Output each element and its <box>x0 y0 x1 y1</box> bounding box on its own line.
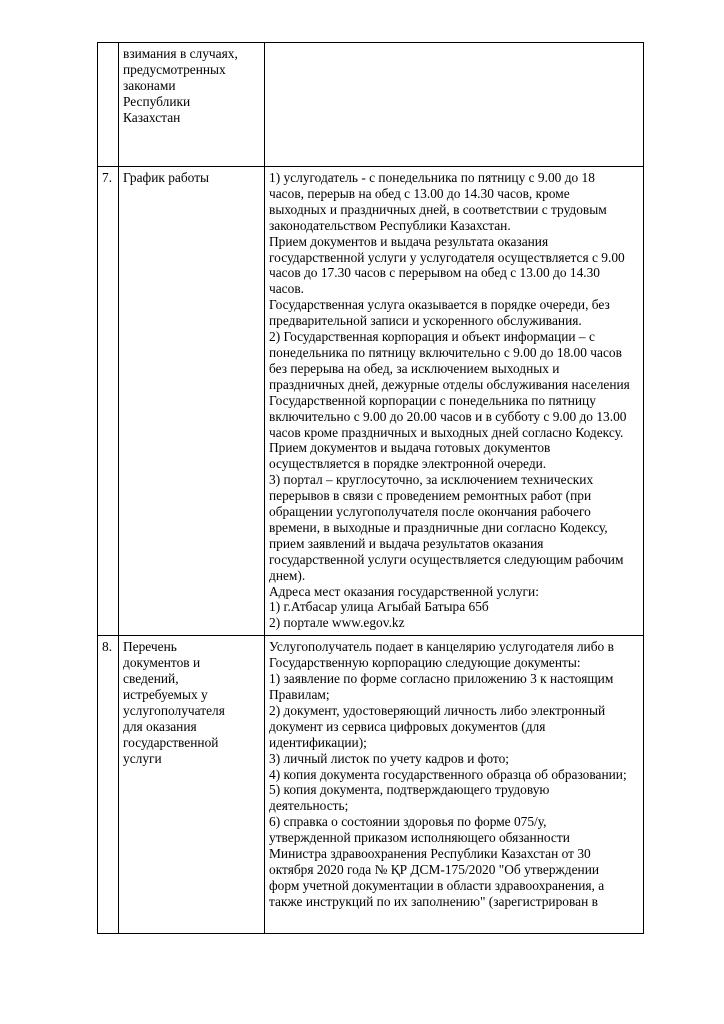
row-number <box>98 43 119 167</box>
row-description <box>265 43 644 167</box>
row-title: График работы <box>119 167 265 636</box>
table-row-documents-list <box>98 636 644 934</box>
table-row-continuation <box>98 43 644 167</box>
row-title: Перечень документов и сведений, истребуемых у услугополучателя для оказания государственной услуги <box>119 636 265 934</box>
row-description: Услугополучатель подает в канцелярию услугодателя либо в Государственную корпорацию следующие документы: 1) заявление по форме согласно приложению 3 к настоящим Правилам; 2) документ, удостоверяющий личность либо электронный документ из сервиса цифровых документов (для идентификации); 3) личный листок по учету кадров и фото; 4) копия документа государственного образца об образовании; 5) копия документа, подтверждающего трудовую деятельность; 6) справка о состоянии здоровья по форме 075/у, утвержденной приказом исполняющего обязанности Министра здравоохранения Республики Казахстан от 30 октября 2020 года № ҚР ДСМ-175/2020 "Об утверждении форм учетной документации в области здравоохранения, а также инструкций по их заполнению" (зарегистрирован в <box>265 636 644 934</box>
row-number: 8. <box>98 636 119 934</box>
table-row-work-schedule <box>98 167 644 636</box>
services-table <box>97 42 644 934</box>
row-number: 7. <box>98 167 119 636</box>
row-title: взимания в случаях, предусмотренных законами Республики Казахстан <box>119 43 265 167</box>
row-description: 1) услугодатель - с понедельника по пятницу с 9.00 до 18 часов, перерыв на обед с 13.00 до 14.30 часов, кроме выходных и праздничных дней, в соответствии с трудовым законодательством Республики Казахстан. Прием документов и выдача результата оказания государственной услуги у услугодателя осуществляется с 9.00 часов до 17.30 часов с перерывом на обед с 13.00 до 14.30 часов. Государственная услуга оказывается в порядке очереди, без предварительной записи и ускоренного обслуживания. 2) Государственная корпорация и объект информации – с понедельника по пятницу включительно с 9.00 до 18.00 часов без перерыва на обед, за исключением выходных и праздничных дней, дежурные отделы обслуживания населения Государственной корпорации с понедельника по пятницу включительно с 9.00 до 20.00 часов и в субботу с 9.00 до 13.00 часов кроме праздничных и выходных дней согласно Кодексу. Прием документов и выдача готовых документов осуществляется в порядке электронной очереди. 3) портал – круглосуточно, за исключением технических перерывов в связи с проведением ремонтных работ (при обращении услугополучателя после окончания рабочего времени, в выходные и праздничные дни согласно Кодексу, прием заявлений и выдача результатов оказания государственной услуги осуществляется следующим рабочим днем). Адреса мест оказания государственной услуги: 1) г.Атбасар улица Агыбай Батыра 65б 2) портале www.egov.kz <box>265 167 644 636</box>
